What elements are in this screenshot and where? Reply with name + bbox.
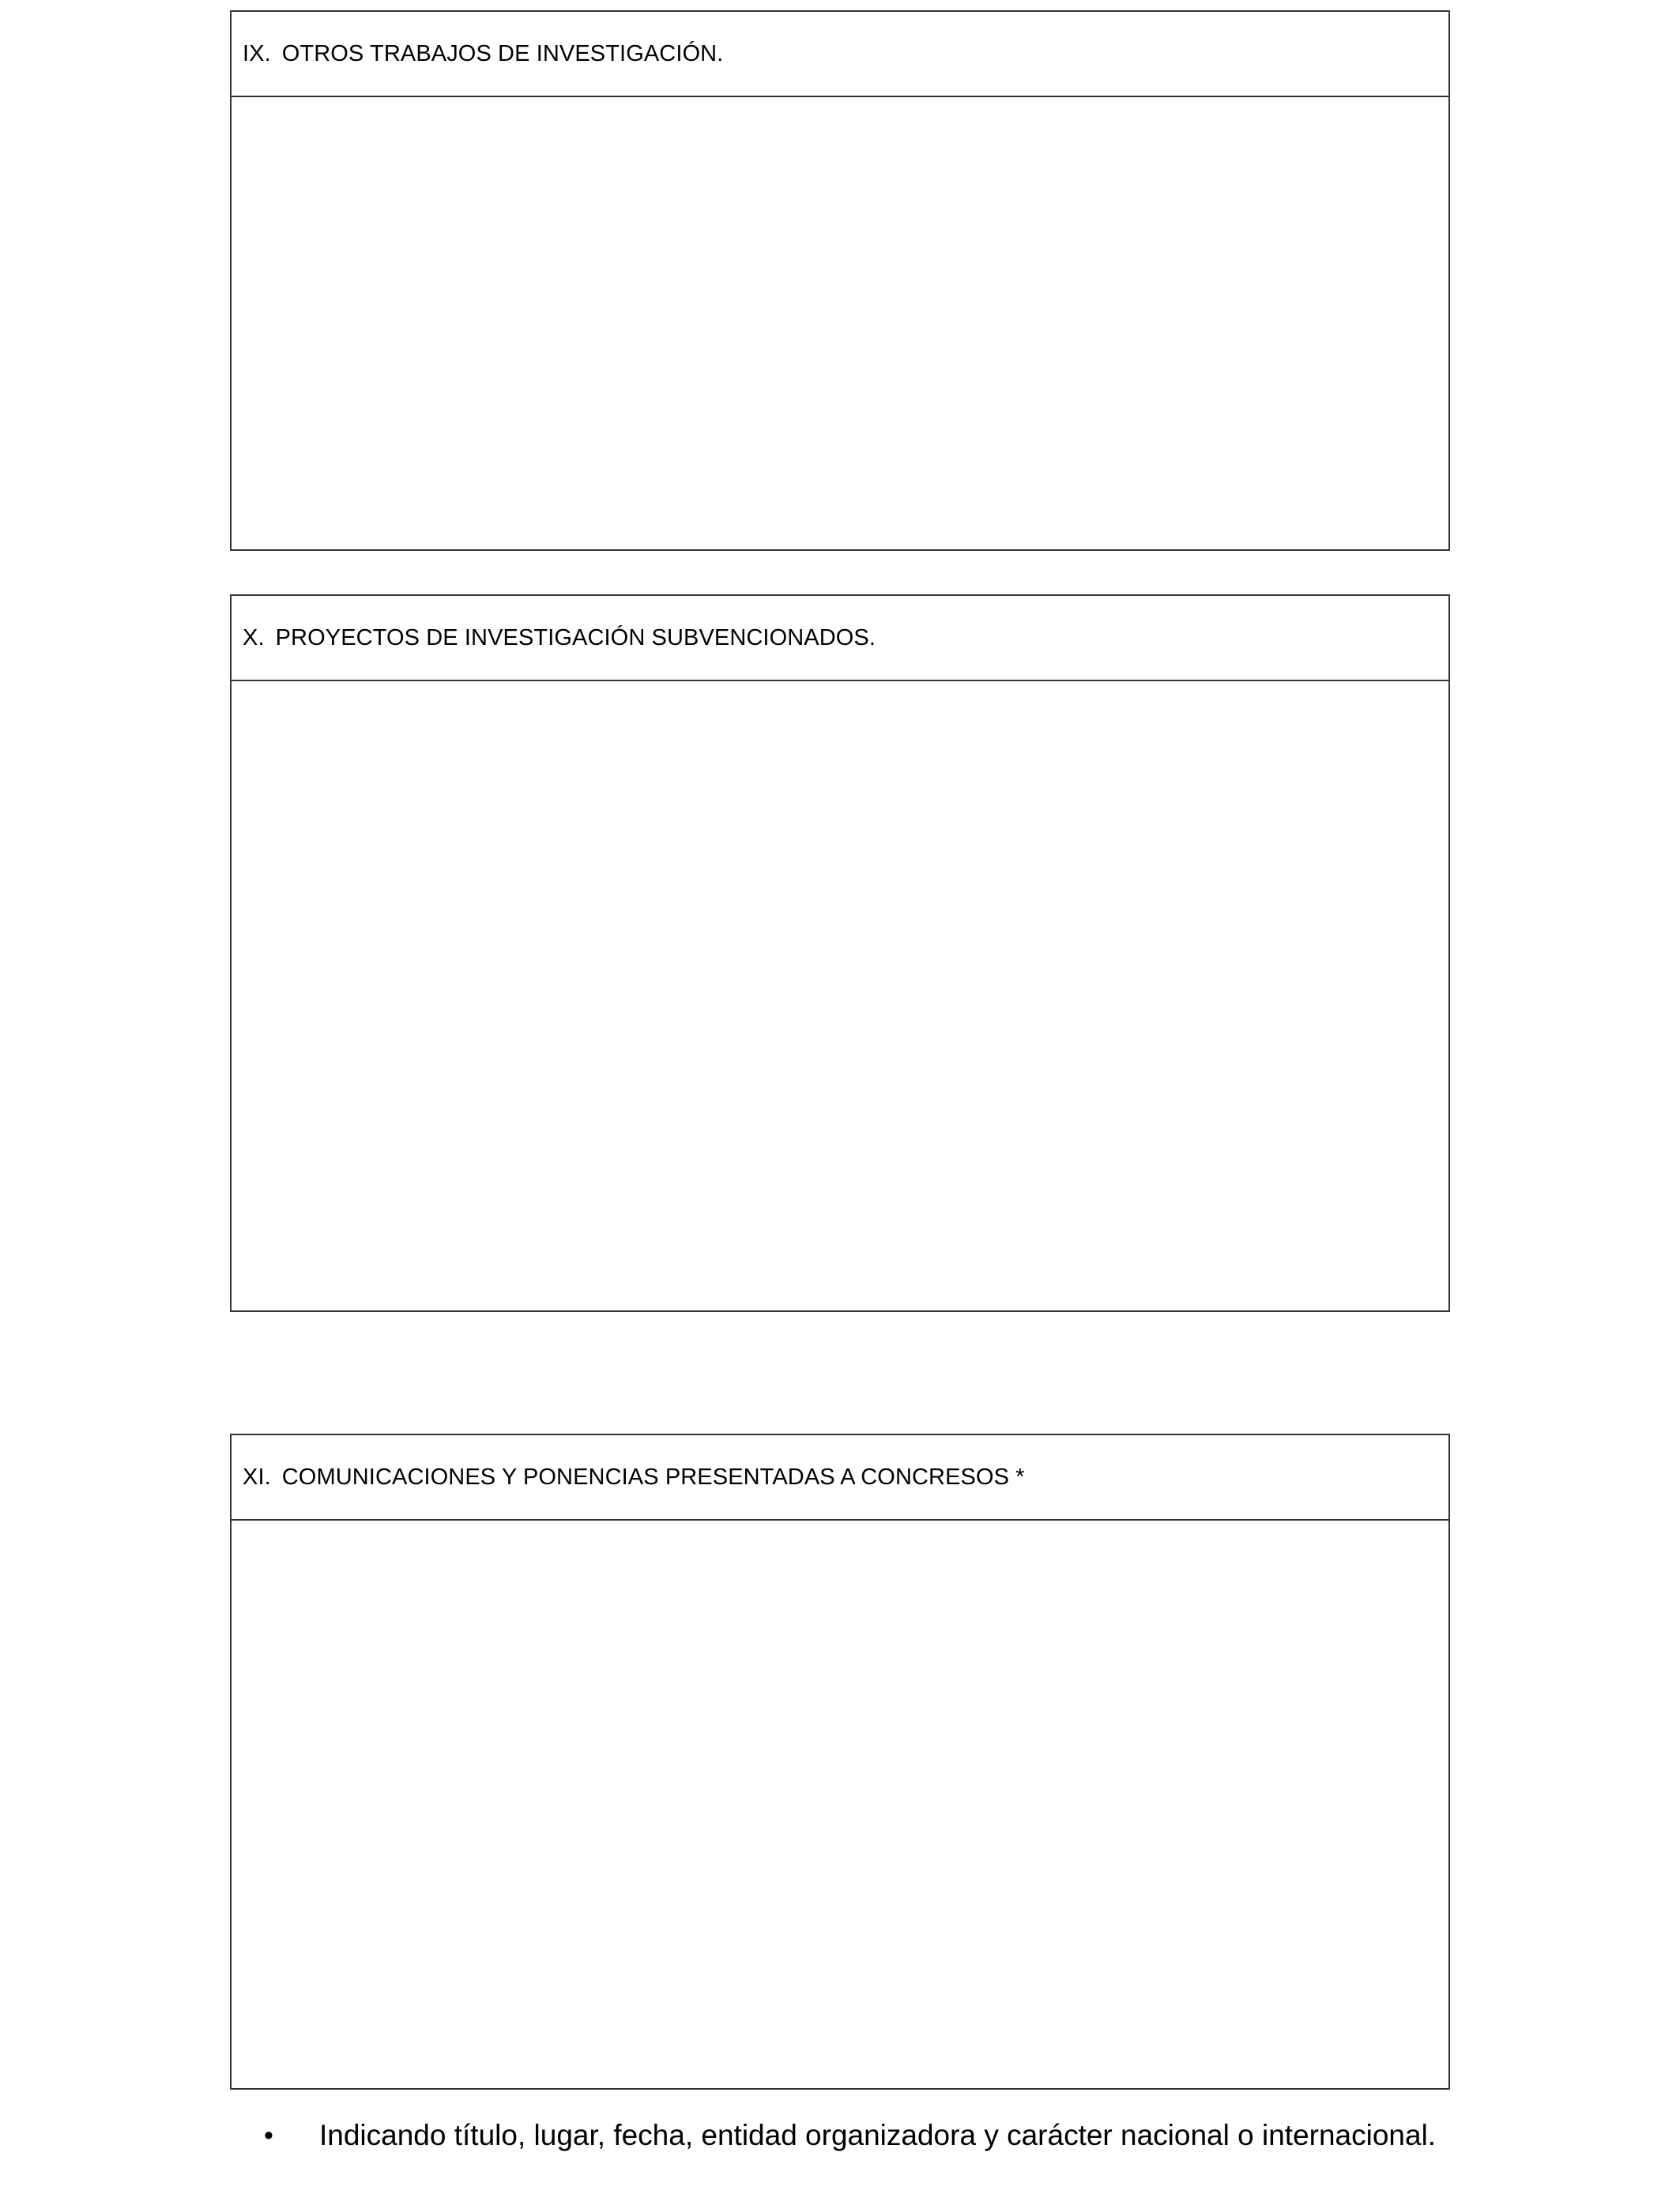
section-comunicaciones-ponencias <box>230 1434 1450 2090</box>
section-numeral: IX. <box>243 40 271 66</box>
section-otros-trabajos <box>230 10 1450 551</box>
section-title: OTROS TRABAJOS DE INVESTIGACIÓN. <box>281 40 724 66</box>
section-header <box>232 1435 1448 1521</box>
footnote-text: Indicando título, lugar, fecha, entidad organizadora y carácter nacional o internacional. <box>319 2119 1437 2151</box>
section-title: COMUNICACIONES Y PONENCIAS PRESENTADAS A CONCRESOS * <box>281 1464 1025 1490</box>
bullet-icon: • <box>264 2120 273 2151</box>
section-proyectos-subvencionados <box>230 594 1450 1312</box>
section-header <box>232 12 1448 97</box>
section-title: PROYECTOS DE INVESTIGACIÓN SUBVENCIONADOS. <box>275 624 876 650</box>
footnote <box>264 2118 1451 2153</box>
section-numeral: XI. <box>243 1464 271 1490</box>
section-numeral: X. <box>243 624 265 650</box>
section-header <box>232 596 1448 681</box>
